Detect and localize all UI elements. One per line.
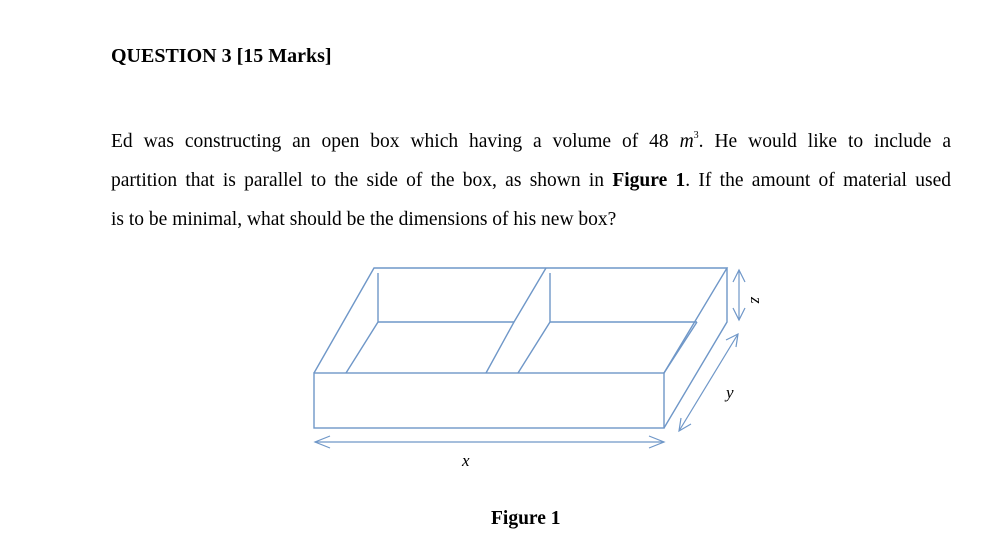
question-line-2-start: partition that is parallel to the side of the box, as shown in <box>111 170 613 191</box>
figure-caption: Figure 1 <box>491 508 561 529</box>
box-diagram <box>300 255 780 475</box>
volume-exponent: 3 <box>693 130 699 141</box>
volume-unit: m <box>679 131 694 152</box>
x-label: x <box>462 451 470 470</box>
dimension-arrows <box>315 270 745 448</box>
question-line-2 <box>111 161 951 200</box>
box-back-rim <box>314 268 727 373</box>
box-outline <box>314 268 727 428</box>
question-line-3: is to be minimal, what should be the dimensions of his new box? <box>111 209 617 230</box>
question-line-2-end: . If the amount of material used <box>685 170 951 191</box>
partition-left-face <box>486 268 546 373</box>
question-line-1 <box>111 122 951 161</box>
box-inner-right-wall <box>664 322 697 373</box>
z-label: z <box>747 297 766 304</box>
question-line-1-end: . He would like to include a <box>698 131 951 152</box>
figure-reference: Figure 1 <box>612 170 686 191</box>
question-line-1-start: Ed was constructing an open box which having a volume of 48 <box>111 131 680 152</box>
y-label: y <box>726 383 734 402</box>
question-heading: QUESTION 3 [15 Marks] <box>111 45 332 67</box>
question-text <box>111 122 951 239</box>
box-front-face <box>314 373 664 428</box>
